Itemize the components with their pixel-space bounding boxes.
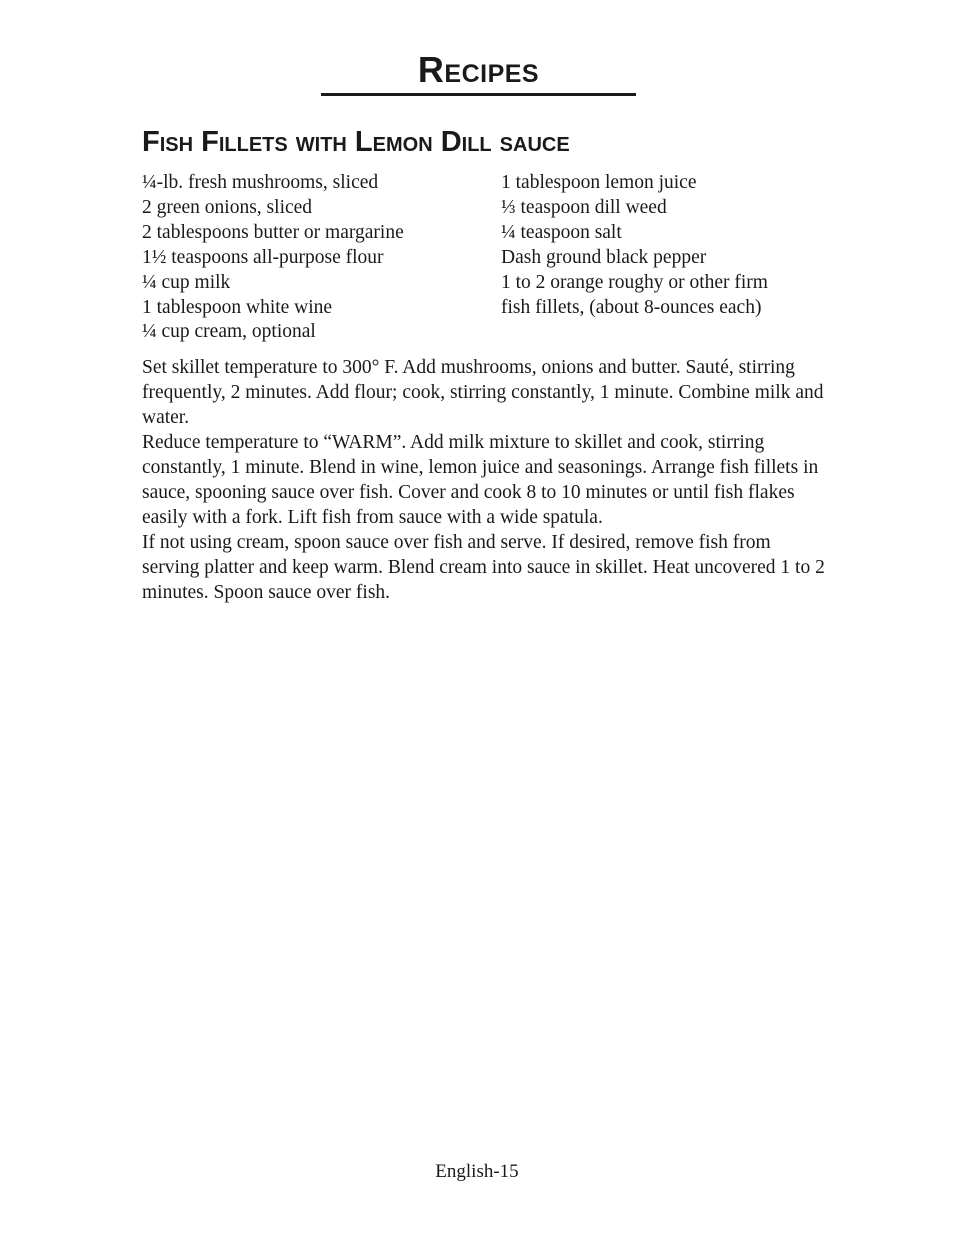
ingredient-item: ⅓ teaspoon dill weed bbox=[501, 196, 667, 218]
ingredient-item: fish fillets, (about 8-ounces each) bbox=[501, 296, 762, 318]
recipe-title: Fish Fillets with Lemon Dill sauce bbox=[142, 126, 570, 158]
ingredients-left-column bbox=[142, 171, 497, 345]
ingredient-item: ¼-lb. fresh mushrooms, sliced bbox=[142, 172, 379, 193]
ingredient-item: 1 to 2 orange roughy or other firm bbox=[501, 271, 768, 293]
direction-paragraph: If not using cream, spoon sauce over fish and serve. If desired, remove fish from serving platter and keep warm. Blend cream into sauce in skillet. Heat uncovered 1 to 2 minutes. Spoon sauce over fish. bbox=[142, 532, 825, 603]
ingredient-item: 1½ teaspoons all-purpose flour bbox=[142, 246, 384, 268]
direction-paragraph: Reduce temperature to “WARM”. Add milk mixture to skillet and cook, stirring constantly, 1 minute. Blend in wine, lemon juice and seasonings. Arrange fish fillets in sauce, spooning sauce over fish. Cover and cook 8 to 10 minutes or until fish flakes easily with a fork. Lift fish from sauce with a wide spatula. bbox=[142, 432, 819, 528]
ingredient-item: ¼ teaspoon salt bbox=[501, 221, 622, 243]
ingredient-item: 2 tablespoons butter or margarine bbox=[142, 221, 404, 243]
ingredient-item: 1 tablespoon lemon juice bbox=[501, 172, 697, 193]
ingredient-item: ¼ cup cream, optional bbox=[142, 321, 316, 343]
ingredient-item: 2 green onions, sliced bbox=[142, 196, 313, 218]
ingredient-item: ¼ cup milk bbox=[142, 271, 231, 293]
ingredient-item: Dash ground black pepper bbox=[501, 246, 707, 268]
directions bbox=[142, 355, 832, 605]
ingredient-item: 1 tablespoon white wine bbox=[142, 296, 333, 318]
direction-paragraph: Set skillet temperature to 300° F. Add mushrooms, onions and butter. Sauté, stirring frequently, 2 minutes. Add flour; cook, stirring constantly, 1 minute. Combine milk and water. bbox=[142, 357, 824, 428]
ingredients-right-column bbox=[501, 171, 831, 320]
page-heading: Recipes bbox=[321, 48, 636, 96]
page-number: English-15 bbox=[435, 1161, 519, 1182]
